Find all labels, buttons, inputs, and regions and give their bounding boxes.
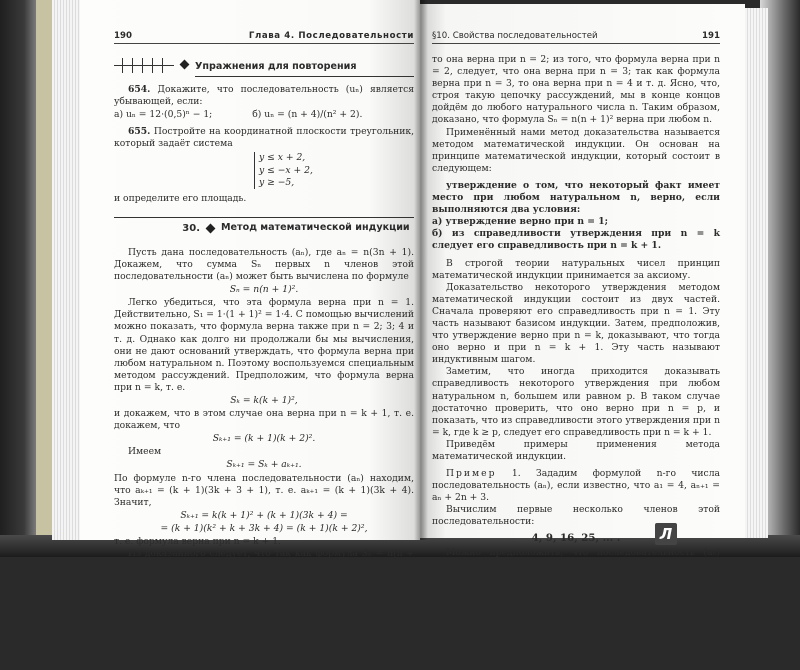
paragraph: и докажем, что в этом случае она верна при n = k + 1, т. е. докажем, что — [114, 408, 414, 432]
example-label: Пример — [446, 468, 497, 480]
formula: Sₖ₊₁ = Sₖ + aₖ₊₁. — [226, 459, 302, 471]
paragraph: Легко убедиться, что эта формула верна при n = 1. Действительно, S₁ = 1·(1 + 1)² = 1·4. С помощью вычислений можно показать, что формула верна также при n = 2; 3; 4 и т. д. Однако как долго ни продолжали бы мы вычисления, они не дают оснований утверждать, что формула верна при любом натуральном n. Поэтому воспользуемся специальным методом рассуждений. Предположим, что формула верна при n = k, т. е. — [114, 297, 414, 393]
formula: Sₖ₊₁ = k(k + 1)² + (k + 1)(3k + 4) = — [180, 509, 348, 521]
option-b: б) uₙ = (n + 4)/(n² + 2). — [252, 109, 363, 121]
theorem-condition-a: а) утверждение верно при n = 1; — [432, 216, 608, 228]
paragraph: По условию aₖ₊₁ = aₖ + 2k + 3. Заменив aₖ на (k + 1)², получим, что — [432, 631, 720, 655]
left-page-content — [114, 30, 414, 584]
exercise-654: 654. Докажите, что последовательность (uₙ) является убывающей, если: — [114, 84, 415, 108]
paragraph: то она верна при n = 2; из того, что формула верна при n = 2, следует, что она верна при n = 3; так как формула верна при n = 3, то она верна при n = 4 и т. д. Ясно, что, строя такую цепочку рассуждений, мы в конце концов дойдём до любого натурального числа n. Таким образом, доказано, что формула Sₙ = n(n + 1)² верна при любом n. — [432, 54, 720, 126]
paragraph: По формуле n-го члена последовательности (aₙ) находим, что aₖ₊₁ = (k + 1)(3k + 3 + 1), т. е. aₖ₊₁ = (k + 1)(3k + 4). Значит, — [114, 472, 414, 508]
tally-marks-icon — [114, 55, 174, 75]
book-gutter — [414, 0, 428, 540]
running-head-left — [114, 30, 414, 44]
paragraph: Приведём примеры применения метода математической индукции. — [432, 438, 720, 462]
paragraph: Вычислим первые несколько членов этой последовательности: — [432, 504, 720, 528]
page-edges-right — [742, 8, 768, 538]
paragraph: Доказательство некоторого утверждения методом математической индукции состоит из двух частей. Сначала проверяют его справедливость при n = 1. Эту часть называют базисом индукции. Затем, предположив, что утверждение верно при n = k, доказывают, что тогда оно верно и при n = k + 1. Эту часть называют индуктивным шагом. — [432, 281, 720, 366]
diamond-icon — [206, 223, 215, 236]
formula: Sₖ = k(k + 1)², — [230, 394, 298, 406]
sequence: 4, 9, 16, 25, ... . — [531, 531, 621, 544]
exercise-655-tail: и определите его площадь. — [114, 192, 247, 204]
exercises-banner — [114, 54, 414, 76]
paragraph: Можно предположить, что последовательность (aₙ) задаётся формулой aₙ = (n + 1)². Докажем справедливость этого утверждения, пользуясь методом математической индукции. — [432, 546, 720, 594]
theorem-statement: утверждение о том, что некоторый факт имеет место при любом натуральном n, верно, если выполняются два условия: — [432, 179, 720, 216]
formula: aₖ₊₁ = (k + 1)² + 2k + 3 = k² + 2k + 1 + 2k + 3 = (k + 2)². — [438, 656, 714, 668]
exercises-title: Упражнения для повторения — [195, 61, 414, 76]
right-page-content — [432, 30, 720, 670]
example-1: Пример 1. Зададим формулой n-го числа последовательность (aₙ), если известно, что a₁ = 4, aₙ₊₁ = aₙ + 2n + 3. — [432, 468, 721, 504]
paragraph: т. е. формула верна при n = k + 1. — [114, 536, 281, 547]
diamond-icon — [180, 59, 189, 72]
option-a: а) uₙ = 12·(0,5)ⁿ − 1; — [114, 109, 213, 121]
inequality-system: y ≤ x + 2, y ≤ −x + 2, y ≥ −5, — [254, 152, 414, 188]
background-strip — [36, 0, 52, 540]
section-title: §10. Свойства последовательностей — [432, 30, 598, 41]
paragraph: Применённый нами метод доказательства называется методом математической индукции. Он основан на принципе математической индукции, который состоит в следующем: — [432, 126, 720, 174]
page-edges-left — [52, 0, 82, 540]
running-head-right — [432, 30, 720, 44]
formula: = (k + 1)(k² + k + 3k + 4) = (k + 1)(k + 2)², — [160, 522, 368, 534]
paragraph: В строгой теории натуральных чисел принцип математической индукции принимается за аксиому. — [432, 257, 720, 281]
section-number: 30. — [182, 223, 200, 235]
paragraph: Из доказанного следует, что так как формула Sₙ = n(n + 1)² верна при n = 1 (в этом мы убедились с помощью вычислений), — [114, 548, 414, 584]
page-number: 190 — [114, 30, 132, 41]
exercise-654-options — [114, 109, 414, 121]
theorem-condition-b: б) из справедливости утверждения при n = k следует его справедливость при n = k + 1. — [432, 228, 720, 252]
formula: Sₖ₊₁ = (k + 1)(k + 2)². — [212, 433, 316, 445]
exercise-655: 655. Постройте на координатной плоскости треугольник, который задаёт система — [114, 126, 415, 150]
paragraph: Для n = 1 формула верна. Допустим, что она верна для n = k, т. е. aₖ = (k + 1)², и докажем, что она верна для n = k + 1, т. е. aₖ₊₁ = (k + 2)². — [432, 595, 720, 631]
paragraph: Пусть дана последовательность (aₙ), где aₙ = n(3n + 1). Докажем, что сумма Sₙ первых n членов этой последовательности (aₙ) может быть вычислена по формуле — [114, 246, 414, 283]
paragraph: Заметим, что иногда приходится доказывать справедливость некоторого утверждения при любом натуральном n, большем или равном p. В таком случае достаточно проверить, что оно верно при n = p, и показать, что из справедливости этого утверждения при n = k, где k ≥ p, следует его справедливость при n = k + 1. — [432, 366, 720, 438]
chapter-title: Глава 4. Последовательности — [248, 30, 414, 41]
paragraph: Имеем — [128, 446, 162, 458]
page-number: 191 — [702, 30, 720, 41]
labirint-logo-icon: Л — [655, 523, 677, 545]
section-30-banner — [114, 217, 414, 239]
section-title: Метод математической индукции — [221, 222, 410, 234]
formula: Sₙ = n(n + 1)². — [229, 284, 299, 296]
